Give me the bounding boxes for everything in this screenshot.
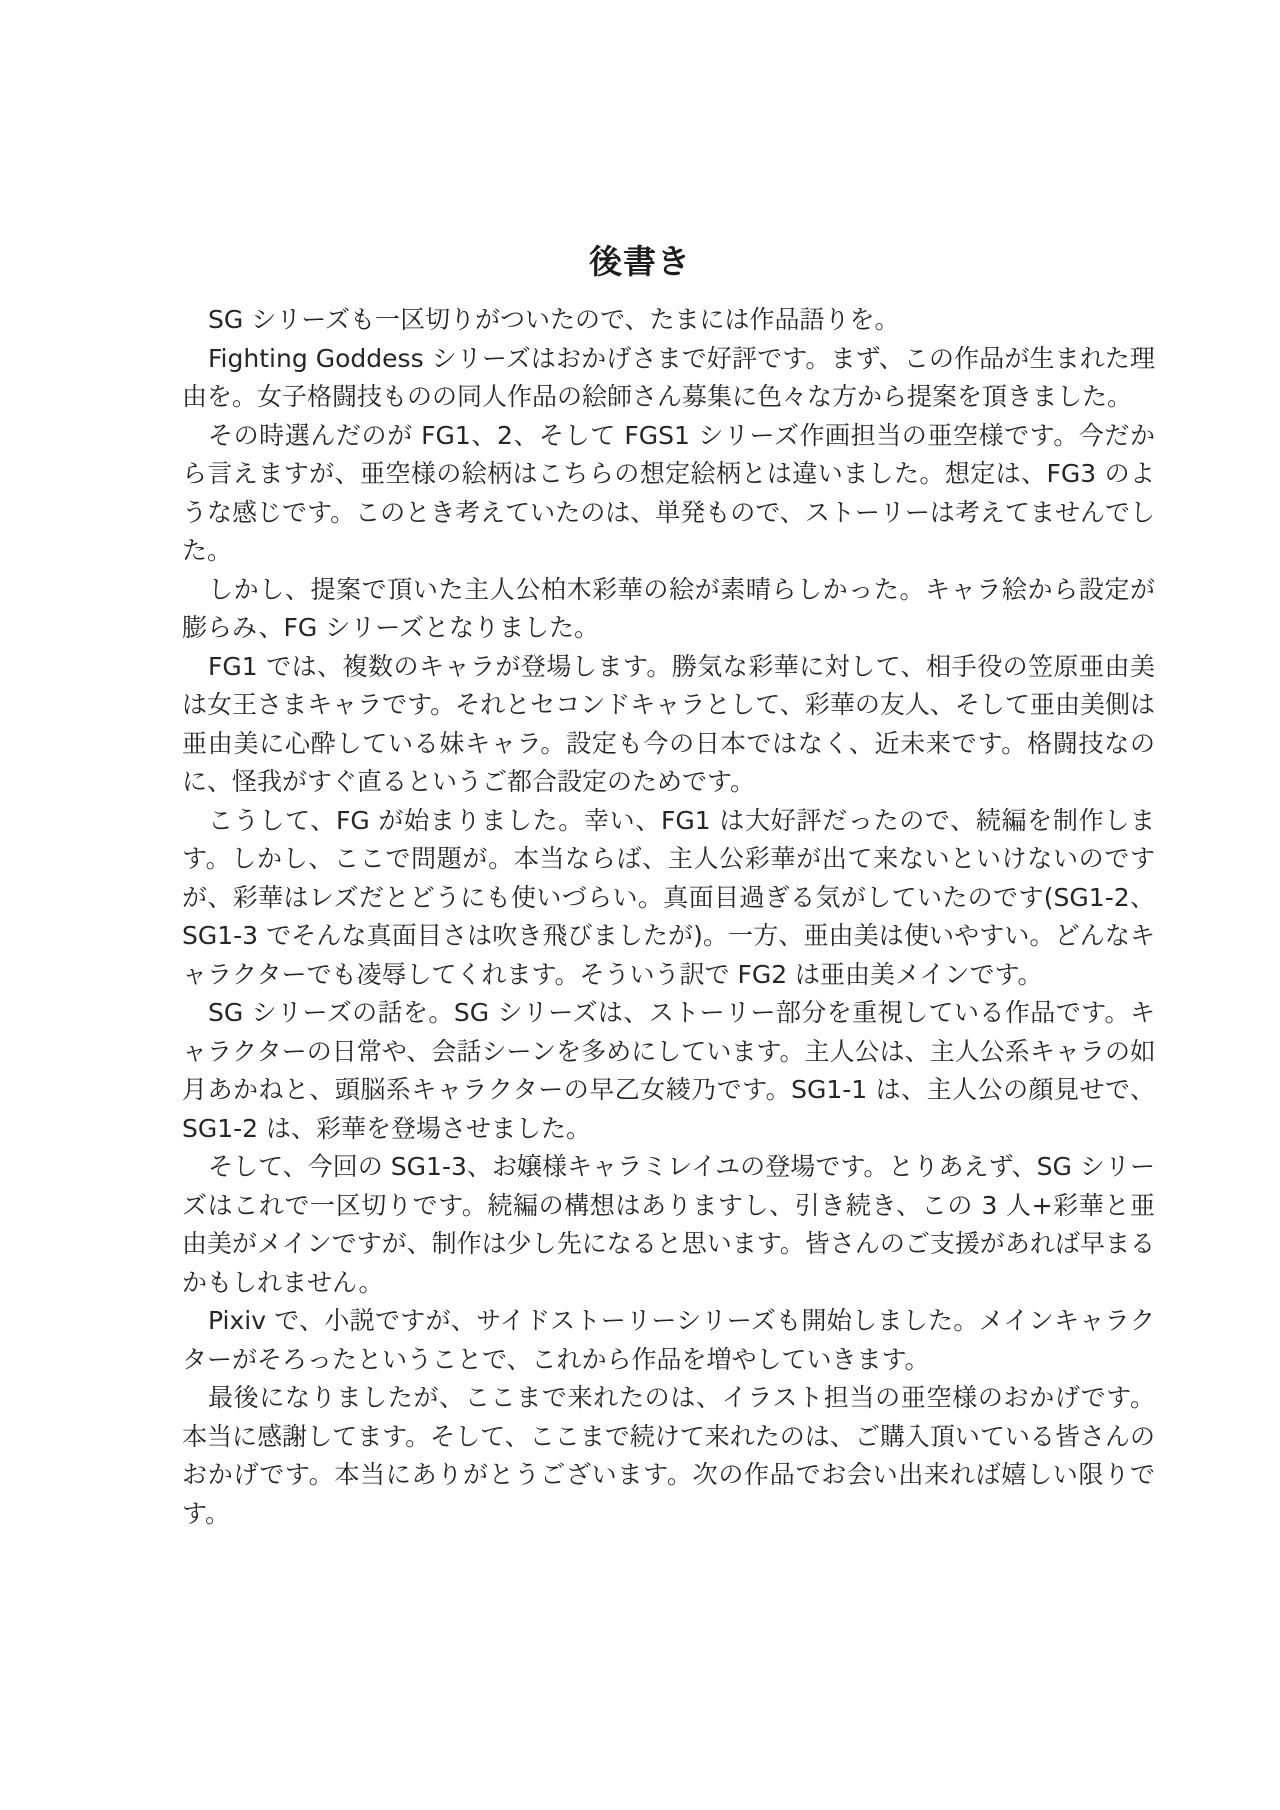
paragraph-6: こうして、FG が始まりました。幸い、FG1 は大好評だったので、続編を制作します。しかし、ここで問題が。本当ならば、主人公彩華が出て来ないといけないのですが、彩華はレズだとどうにも使いづらい。真面目過ぎる気がしていたのです(SG1-2、SG1-3 でそんな真面目さは吹き飛びましたが)。一方、亜由美は使いやすい。どんなキャラクターでも凌辱してくれます。そういう訳で FG2 は亜由美メインです。 xyxy=(182,805,1155,989)
paragraph-9: Pixiv で、小説ですが、サイドストーリーシリーズも開始しました。メインキャラクターがそろったということで、これから作品を増やしていきます。 xyxy=(182,1306,1155,1374)
paragraph-8: そして、今回の SG1-3、お嬢様キャラミレイユの登場です。とりあえず、SG シリーズはこれで一区切りです。続編の構想はありますし、引き続き、この 3 人+彩華と亜由美がメインですが、制作は少し先になると思います。皆さんのご支援があれば早まるかもしれません。 xyxy=(182,1152,1155,1297)
page-title: 後書き xyxy=(589,242,691,281)
afterword-body xyxy=(182,301,1155,1533)
paragraph-7: SG シリーズの話を。SG シリーズは、ストーリー部分を重視している作品です。キャラクターの日常や、会話シーンを多めにしています。主人公は、主人公系キャラの如月あかねと、頭脳系キャラクターの早乙女綾乃です。SG1-1 は、主人公の顔見せで、SG1-2 は、彩華を登場させました。 xyxy=(182,998,1155,1143)
paragraph-3: その時選んだのが FG1、2、そして FGS1 シリーズ作画担当の亜空様です。今だから言えますが、亜空様の絵柄はこちらの想定絵柄とは違いました。想定は、FG3 のような感じです。このとき考えていたのは、単発もので、ストーリーは考えてませんでした。 xyxy=(182,420,1155,565)
paragraph-10: 最後になりましたが、ここまで来れたのは、イラスト担当の亜空様のおかげです。本当に感謝してます。そして、ここまで続けて来れたのは、ご購入頂いている皆さんのおかげです。本当にありがとうございます。次の作品でお会い出来れば嬉しい限りです。 xyxy=(182,1383,1155,1528)
paragraph-5: FG1 では、複数のキャラが登場します。勝気な彩華に対して、相手役の笠原亜由美は女王さまキャラです。それとセコンドキャラとして、彩華の友人、そして亜由美側は亜由美に心酔している妹キャラ。設定も今の日本ではなく、近未来です。格闘技なのに、怪我がすぐ直るというご都合設定のためです。 xyxy=(182,651,1155,796)
paragraph-2: Fighting Goddess シリーズはおかげさまで好評です。まず、この作品が生まれた理由を。女子格闘技ものの同人作品の絵師さん募集に色々な方から提案を頂きました。 xyxy=(182,343,1155,411)
paragraph-4: しかし、提案で頂いた主人公柏木彩華の絵が素晴らしかった。キャラ絵から設定が膨らみ、FG シリーズとなりました。 xyxy=(182,574,1155,642)
paragraph-1: SG シリーズも一区切りがついたので、たまには作品語りを。 xyxy=(208,305,900,334)
